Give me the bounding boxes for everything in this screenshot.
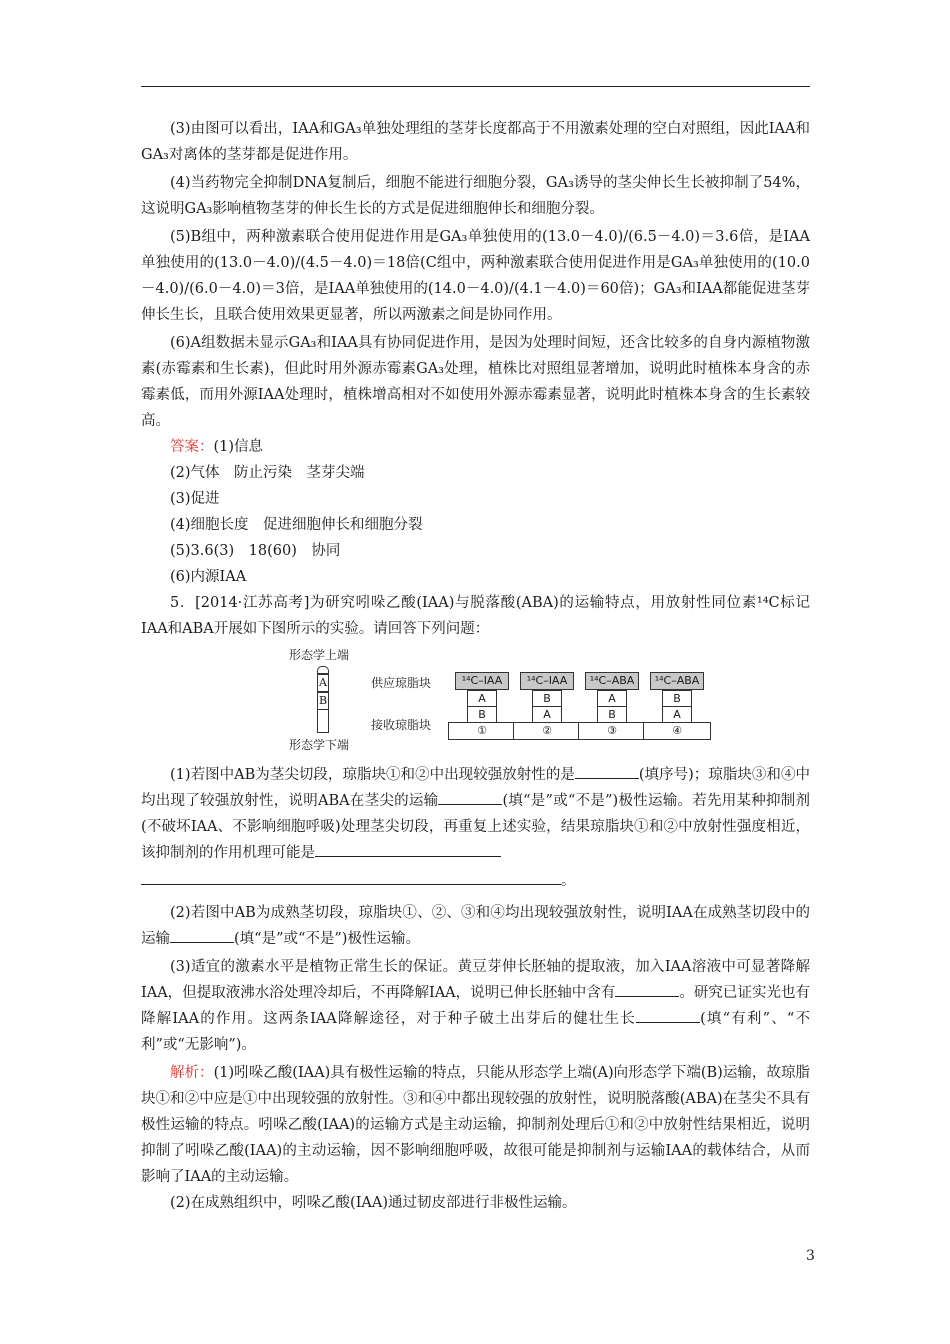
answer-5: (5)3.6(3) 18(60) 协同	[170, 543, 341, 559]
receive-block-4: ④	[643, 722, 711, 740]
question-5-part-2	[141, 900, 810, 952]
segment-upper-4: B	[662, 690, 692, 708]
answer-blank-3[interactable]	[315, 842, 501, 857]
answer-line-1	[141, 434, 810, 460]
experiment-figure	[141, 646, 810, 756]
receive-block-1: ①	[448, 722, 516, 740]
answer-blank-4[interactable]	[170, 928, 234, 943]
paragraph-4: (4)当药物完全抑制DNA复制后，细胞不能进行细胞分裂，GA₃诱导的茎尖伸长生长被抑制了54%，这说明GA₃影响植物茎芽的伸长生长的方式是促进细胞伸长和细胞分裂。	[141, 175, 810, 217]
answer-blank-2[interactable]	[438, 790, 502, 805]
analysis-paragraph-1	[141, 1060, 810, 1190]
paragraph-5: (5)B组中，两种激素联合使用促进作用是GA₃单独使用的(13.0－4.0)/(6.5－4.0)＝3.6倍，是IAA单独使用的(13.0－4.0)/(4.5－4.0)＝18倍(C组中，两种激素联合使用促进作用是GA₃单独使用的(10.0－4.0)/(6.0－4.0)＝3倍，是IAA单独使用的(14.0－4.0)/(4.1－4.0)＝60倍)；GA₃和IAA都能促进茎芽伸长生长，且联合使用效果更显著，所以两激素之间是协同作用。	[141, 229, 810, 323]
answer-6: (6)内源IAA	[170, 569, 247, 585]
answer-blank-6[interactable]	[636, 1008, 700, 1023]
analysis-1: (1)吲哚乙酸(IAA)具有极性运输的特点，只能从形态学上端(A)向形态学下端(B)运输，故琼脂块①和②中应是①中出现较强的放射性。③和④中都出现较强的放射性，说明脱落酸(ABA)在茎尖不具有极性运输的特点。吲哚乙酸(IAA)的运输方式是主动运输，抑制剂处理后①和②中放射性结果相近，说明抑制了吲哚乙酸(IAA)的主动运输，因不影响细胞呼吸，故很可能是抑制剂与运输IAA的载体结合，从而影响了IAA的主动运输。	[141, 1065, 810, 1185]
supply-block-2: ¹⁴C–IAA	[520, 672, 574, 690]
supply-block-3: ¹⁴C–ABA	[585, 672, 639, 690]
analysis-paragraph-2: (2)在成熟组织中，吲哚乙酸(IAA)通过韧皮部进行非极性运输。	[170, 1195, 577, 1211]
segment-lower-1: B	[467, 706, 497, 724]
q2-text-b: (填“是”或“不是”)极性运输。	[234, 931, 420, 947]
q2-text-a: (2)若图中AB为成熟茎切段，琼脂块①、②、③和④均出现较强放射性，说明IAA在成熟茎切段中的运输	[141, 905, 810, 947]
question-5-part-3	[141, 954, 810, 1058]
supply-agar-label: 供应琼脂块	[371, 676, 432, 690]
analysis-label: 解析：	[170, 1065, 214, 1081]
supply-block-4: ¹⁴C–ABA	[650, 672, 704, 690]
stem-tip	[317, 666, 329, 674]
q3-text-b: 。研究已证实光也有降解IAA的作用。这两条IAA降解途径，对于种子破土出芽后的健壮生长	[141, 985, 811, 1027]
receive-block-3: ③	[578, 722, 646, 740]
q3-text-a: (3)适宜的激素水平是植物正常生长的保证。黄豆芽伸长胚轴的提取液，加入IAA溶液中可显著降解IAA，但提取液沸水浴处理冷却后，不再降解IAA，说明已伸长胚轴中含有	[141, 959, 810, 1001]
answer-3: (3)促进	[170, 491, 220, 507]
segment-upper-3: A	[597, 690, 627, 708]
segment-lower-2: A	[532, 706, 562, 724]
receive-agar-label: 接收琼脂块	[371, 718, 432, 732]
q1-text-b: (填序号)；琼脂块③和④中均出现了较强放射性，说明ABA在茎尖的运输	[141, 767, 810, 809]
stem-segment-b: B	[317, 692, 329, 710]
q1-end: 。	[561, 873, 576, 889]
question-5-part-1	[141, 762, 810, 866]
q1-text-c: (填“是”或“不是”)极性运输。若先用某种抑制剂(不破坏IAA、不影响细胞呼吸)处理茎尖切段，再重复上述实验，结果琼脂块①和②中放射性强度相近，该抑制剂的作用机理可能是	[141, 793, 810, 861]
segment-upper-2: B	[532, 690, 562, 708]
answer-blank-1[interactable]	[575, 764, 639, 779]
page-number: 3	[806, 1248, 815, 1264]
segment-lower-4: A	[662, 706, 692, 724]
supply-block-1: ¹⁴C–IAA	[455, 672, 509, 690]
page-content	[141, 116, 810, 1216]
answer-blank-5[interactable]	[615, 982, 679, 997]
question-5-intro: 5．[2014·江苏高考]为研究吲哚乙酸(IAA)与脱落酸(ABA)的运输特点，用放射性同位素¹⁴C标记IAA和ABA开展如下图所示的实验。请回答下列问题：	[141, 595, 810, 637]
figure-top-label: 形态学上端	[289, 648, 350, 662]
stem-base	[317, 710, 329, 733]
header-rule	[141, 86, 810, 87]
q3-text-c: (填“有利”、“不利”或“无影响”)。	[141, 1011, 810, 1053]
answer-label: 答案：	[170, 439, 214, 455]
q1-text-a: (1)若图中AB为茎尖切段，琼脂块①和②中出现较强放射性的是	[170, 767, 575, 783]
answer-4: (4)细胞长度 促进细胞伸长和细胞分裂	[170, 517, 423, 533]
paragraph-3: (3)由图可以看出，IAA和GA₃单独处理组的茎芽长度都高于不用激素处理的空白对照组，因此IAA和GA₃对离体的茎芽都是促进作用。	[141, 121, 810, 163]
question-5-part-1-cont	[141, 868, 810, 894]
answer-blank-3b[interactable]	[141, 870, 561, 885]
segment-lower-3: B	[597, 706, 627, 724]
answer-1: (1)信息	[213, 439, 264, 455]
stem-segment-a: A	[317, 674, 329, 692]
answer-2: (2)气体 防止污染 茎芽尖端	[170, 465, 365, 481]
paragraph-6: (6)A组数据未显示GA₃和IAA具有协同促进作用，是因为处理时间短，还含比较多的自身内源植物激素(赤霉素和生长素)，但此时用外源赤霉素GA₃处理，植株比对照组显著增加，说明此时植株本身含的赤霉素低，而用外源IAA处理时，植株增高相对不如使用外源赤霉素显著，说明此时植株本身含的生长素较高。	[141, 335, 810, 429]
segment-upper-1: A	[467, 690, 497, 708]
receive-block-2: ②	[513, 722, 581, 740]
figure-bottom-label: 形态学下端	[289, 738, 350, 752]
